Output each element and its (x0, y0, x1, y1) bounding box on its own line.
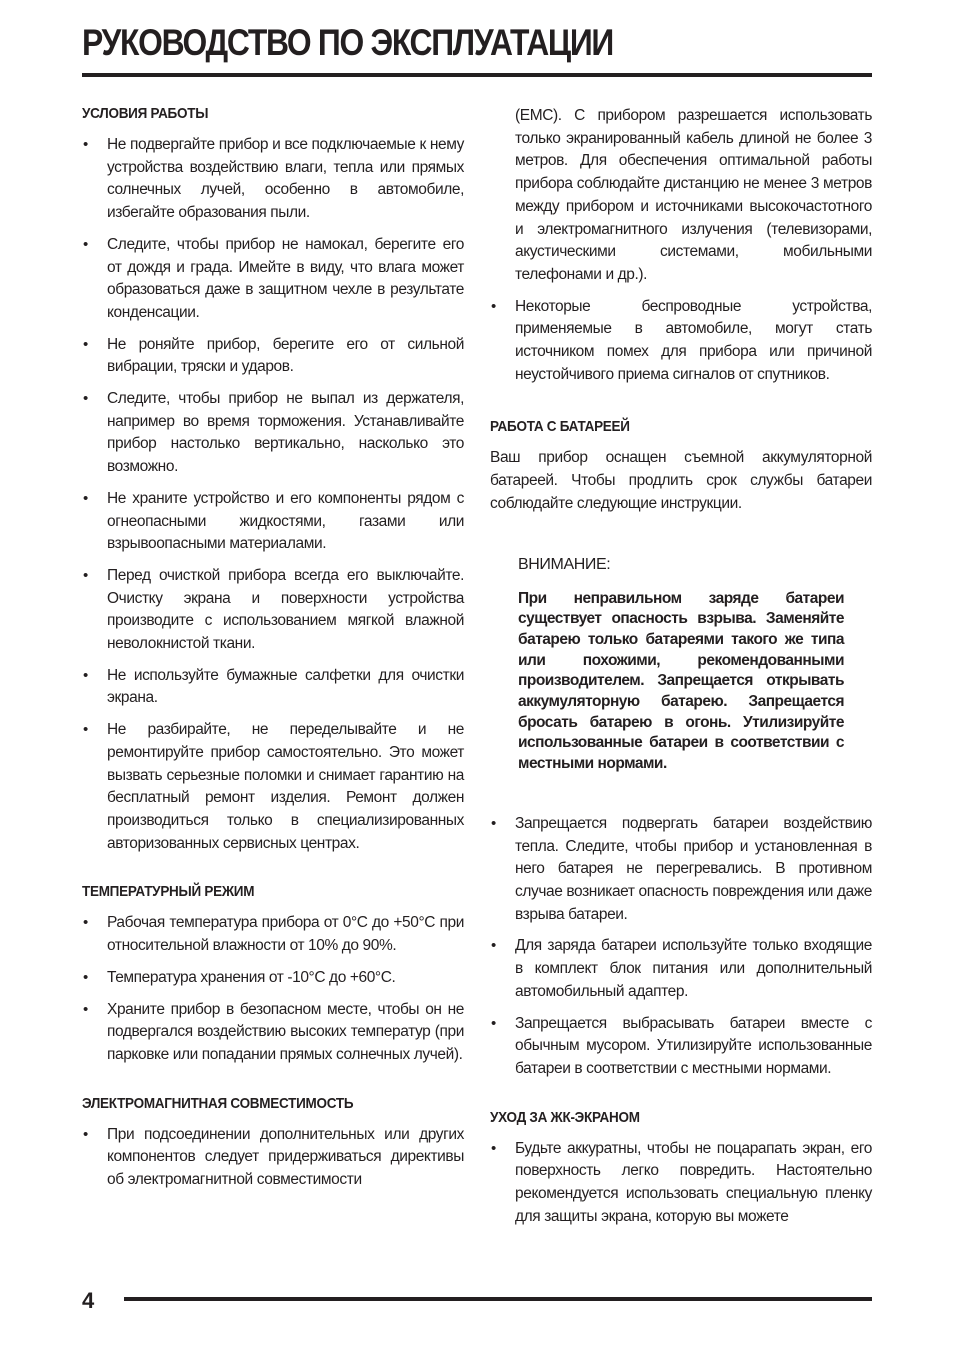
list-item: • Рабочая температура прибора от 0°С до +50°С при относительной влажности от 10% до 90%. (82, 912, 464, 957)
list-item: • Запрещается подвергать батареи воздействию тепла. Следите, чтобы прибор и установленная в него батарея не перегревались. В противном случае возникает опасность повреждения или даже взрыва батареи. (490, 813, 872, 927)
section-heading-temperature: ТЕМПЕРАТУРНЫЙ РЕЖИМ (82, 883, 255, 901)
battery-list (490, 813, 872, 1081)
list-item: • Не роняйте прибор, берегите его от сильной вибрации, тряски и ударов. (82, 334, 464, 379)
section-heading-operating-conditions: УСЛОВИЯ РАБОТЫ (82, 105, 209, 122)
page-number: 4 (82, 1288, 95, 1313)
list-item: • Запрещается выбрасывать батареи вместе с обычным мусором. Утилизируйте использованные батареи в соответствии с местными нормами. (490, 1013, 872, 1081)
list-item: • Не используйте бумажные салфетки для очистки экрана. (82, 665, 464, 710)
emc-continued-text: (EMC). С прибором разрешается использовать только экранированный кабель длиной не более 3 метров. Для обеспечения оптимальной работы прибора соблюдайте дистанцию не менее 3 метров между прибором и источниками высокочастотного и электромагнитного излучения (телевизорами, акустическими системами, мобильными телефонами и др.). (515, 107, 872, 283)
list-item: • Следите, чтобы прибор не выпал из держателя, например во время торможения. Устанавливайте прибор настолько вертикально, насколько это возможно. (82, 388, 464, 479)
list-item-continuation (490, 105, 872, 287)
emc-list (82, 1124, 464, 1192)
list-item: • Будьте аккуратны, чтобы не поцарапать экран, его поверхность легко повредить. Настоятельно рекомендуется использовать специальную пленку для защиты экрана, которую вы можете (490, 1138, 872, 1229)
operating-conditions-list (82, 134, 464, 855)
emc-list-continued (490, 105, 872, 386)
title-divider (82, 73, 872, 77)
warning-text: При неправильном заряде батареи существует опасность взрыва. Заменяйте батарею только батареями такого же типа или похожими, рекомендованными производителем. Запрещается открывать аккумуляторную батарею. Запрещается бросать батарею в огонь. Утилизируйте использованные батареи в соответствии с местными нормами. (518, 589, 844, 773)
warning-title: ВНИМАНИЕ: (518, 555, 611, 573)
temperature-list (82, 912, 464, 1066)
list-item: • Не храните устройство и его компоненты рядом с огнеопасными жидкостями, газами или взрывоопасными материалами. (82, 488, 464, 556)
left-column (82, 105, 464, 1201)
list-item: • Перед очисткой прибора всегда его выключайте. Очистку экрана и поверхности устройства производите с использованием мягкой влажной неволокнистой ткани. (82, 565, 464, 656)
section-heading-battery: РАБОТА С БАТАРЕЕЙ (490, 418, 630, 436)
lcd-care-list (490, 1138, 872, 1229)
list-item: • Некоторые беспроводные устройства, применяемые в автомобиле, могут стать источником помех для прибора или причиной неустойчивого приема сигналов от спутников. (490, 296, 872, 387)
list-item: • Для заряда батареи используйте только входящие в комплект блок питания или дополнительный автомобильный адаптер. (490, 935, 872, 1003)
right-column (490, 105, 872, 1237)
footer-divider (124, 1297, 872, 1301)
section-emc (82, 1095, 464, 1192)
section-heading-lcd-care: УХОД ЗА ЖК-ЭКРАНОМ (490, 1108, 640, 1126)
warning-box (518, 556, 844, 775)
section-lcd-care (490, 1109, 872, 1229)
list-item: • Температура хранения от -10°С до +60°С. (82, 967, 464, 990)
section-temperature (82, 883, 464, 1066)
page-title: РУКОВОДСТВО ПО ЭКСПЛУАТАЦИИ (82, 22, 614, 63)
section-heading-emc: ЭЛЕКТРОМАГНИТНАЯ СОВМЕСТИМОСТЬ (82, 1094, 354, 1112)
list-item: • Не подвергайте прибор и все подключаемые к нему устройства воздействию влаги, тепла или прямых солнечных лучей, особенно в автомобиле, избегайте образования пыли. (82, 134, 464, 225)
list-item: • Не разбирайте, не переделывайте и не ремонтируйте прибор самостоятельно. Это может вызвать серьезные поломки и снимает гарантию на бесплатный ремонт изделия. Ремонт должен производиться только в специализированных авторизованных сервисных центрах. (82, 719, 464, 855)
battery-intro: Ваш прибор оснащен съемной аккумуляторной батареей. Чтобы продлить срок службы батареи соблюдайте следующие инструкции. (490, 449, 872, 512)
list-item: • При подсоединении дополнительных или других компонентов следует придерживаться директивы об электромагнитной совместимости (82, 1124, 464, 1192)
section-battery (490, 418, 872, 1080)
list-item: • Следите, чтобы прибор не намокал, берегите его от дождя и града. Имейте в виду, что влага может образоваться даже в защитном чехле в результате конденсации. (82, 234, 464, 325)
list-item: • Храните прибор в безопасном месте, чтобы он не подвергался воздействию высоких температур (при парковке или попадании прямых солнечных лучей). (82, 999, 464, 1067)
section-operating-conditions (82, 105, 464, 855)
